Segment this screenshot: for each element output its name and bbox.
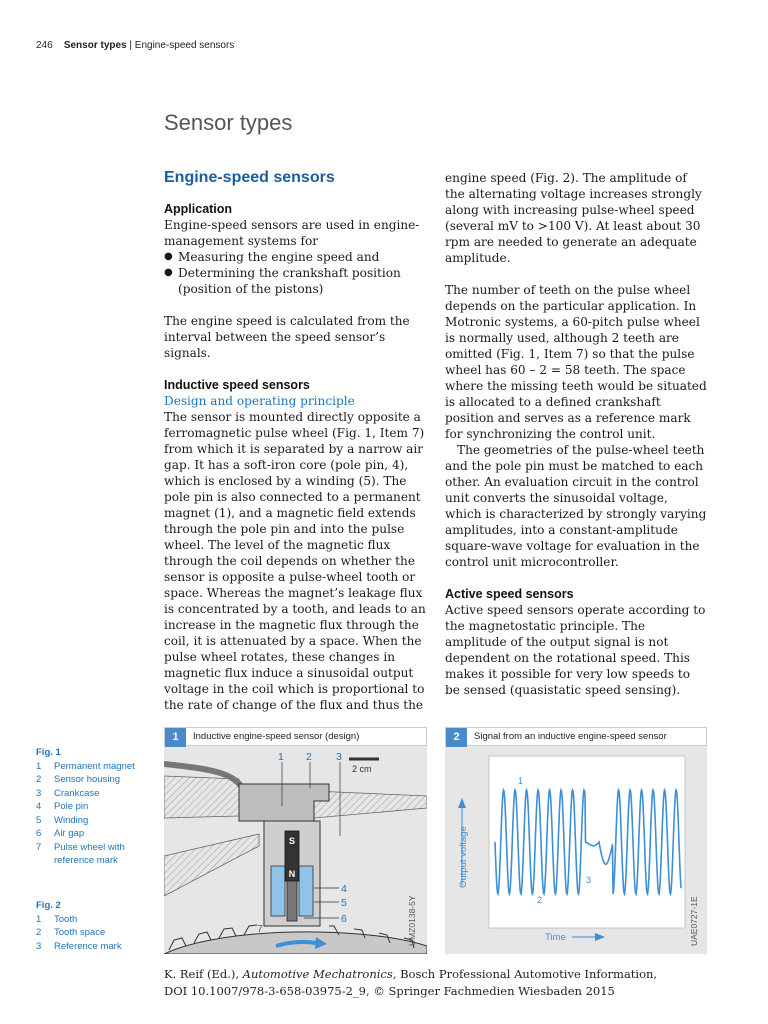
- crankcase-lower: [164, 834, 259, 896]
- figure-2-number: 2: [446, 728, 467, 747]
- label-4: 4: [341, 883, 347, 895]
- footer-editor: K. Reif (Ed.),: [164, 967, 243, 981]
- figure-2-header: [445, 727, 707, 746]
- design-paragraph: The sensor is mounted directly opposite a ferromagnetic pulse wheel (Fig. 1, Item 7) from which it is separated by a narrow air gap. It has a soft-iron core (pole pin, 4), which is enclosed by a winding (5). The pole pin is also connected to a permanent magnet (1), and a magnetic field extends through the pole pin and into the pulse wheel. The level of the magnetic flux through the coil depends on whether the sensor is opposite a pulse-wheel tooth or space. Whereas the magnet’s leakage flux is concentrated by a tooth, and leads to an increase in the magnetic flux through the coil, it is attenuated by a space. When the pulse wheel rotates, these changes in magnetic flux induce a sinusoidal output voltage in the coil which is proportional to the rate of change of the flux and thus the: [164, 410, 426, 712]
- y-arrow-head: [458, 798, 466, 808]
- header-section: Sensor types: [63, 40, 127, 51]
- pole-s-label: S: [288, 836, 296, 846]
- footer: [164, 966, 657, 1000]
- fig2-caption-title: Fig. 2: [36, 900, 61, 911]
- application-heading: Application: [164, 202, 233, 216]
- label-3: 3: [336, 751, 342, 763]
- caption-number: 5: [36, 814, 42, 826]
- figure-code: UMZ0138-5Y: [407, 895, 417, 946]
- caption-number: 4: [36, 801, 42, 812]
- figure-code: UAE0727-1E: [689, 896, 699, 946]
- application-list: [164, 249, 426, 297]
- application-text: Engine-speed sensors are used in engine-management systems for: [164, 218, 420, 248]
- caption-number: 1: [36, 913, 42, 925]
- teeth-paragraph: The number of teeth on the pulse wheel depends on the particular application. In Motronic systems, a 60-pitch pulse wheel is normally used, although 2 teeth are omitted (Fig. 1, Item 7) so that the pulse wheel has 60 – 2 = 58 teeth. The space where the missing teeth would be situated is allocated to a defined crankshaft position and serves as a reference mark for synchronizing the control unit.: [445, 283, 707, 441]
- x-arrow-head: [595, 933, 605, 941]
- caption-number: 6: [36, 828, 42, 839]
- label-reference-mark: 3: [586, 875, 592, 885]
- x-axis-label: Time: [545, 932, 566, 943]
- list-item: ● Determining the crankshaft position (position of the pistons): [164, 265, 426, 297]
- label-tooth-space: 2: [537, 895, 543, 905]
- label-6: 6: [341, 913, 347, 925]
- running-header: [36, 40, 234, 51]
- right-column: [445, 170, 707, 698]
- pole-pin: [287, 881, 297, 921]
- geometry-paragraph: The geometries of the pulse-wheel teeth and the pole pin must be matched to each other. An evaluation circuit in the control unit converts the sinusoidal voltage, which is characterized by strongly varying amplitudes, into a constant-amplitude square-wave voltage for evaluation in the control unit microcontroller.: [445, 443, 707, 569]
- figure-1-number: 1: [165, 728, 186, 747]
- caption-text: Permanent magnet: [54, 760, 135, 772]
- left-column: [164, 168, 426, 713]
- caption-text: Air gap: [54, 828, 85, 839]
- caption-number: 2: [36, 927, 42, 938]
- winding-right: [299, 866, 313, 916]
- speed-paragraph: The engine speed is calculated from the interval between the speed sensor’s signals.: [164, 314, 410, 360]
- winding-left: [271, 866, 285, 916]
- crankcase: [164, 776, 239, 818]
- label-1: 1: [278, 751, 284, 763]
- scale-label: 2 cm: [352, 764, 372, 774]
- caption-number: 1: [36, 760, 42, 772]
- active-paragraph: Active speed sensors operate according to the magnetostatic principle. The amplitude of the output signal is not dependent on the rotational speed. This makes it possible for very low speeds to be sensed (quasistatic speed sensing).: [445, 603, 706, 697]
- caption-number: 3: [36, 787, 42, 799]
- section-heading: Engine-speed sensors: [164, 169, 335, 186]
- label-tooth: 1: [518, 776, 524, 786]
- footer-line-2: DOI 10.1007/978-3-658-03975-2_9, © Springer Fachmedien Wiesbaden 2015: [164, 984, 615, 998]
- header-subsection: Engine-speed sensors: [134, 40, 235, 51]
- sensor-diagram: [164, 746, 427, 954]
- pole-n-label: N: [288, 869, 296, 879]
- caption-text: Crankcase: [54, 787, 100, 799]
- caption-text: Tooth space: [54, 927, 106, 938]
- caption-text: Winding: [54, 814, 89, 826]
- amplitude-paragraph: engine speed (Fig. 2). The amplitude of the alternating voltage increases strongly along with increasing pulse-wheel speed (several mV to >100 V). At least about 30 rpm are needed to generate an adequate amplitude.: [445, 171, 702, 265]
- label-5: 5: [341, 897, 347, 909]
- figure-2: [445, 727, 707, 954]
- caption-text: Pole pin: [54, 801, 89, 812]
- figure-1-header: [164, 727, 427, 746]
- figure-1-title: Inductive engine-speed sensor (design): [193, 731, 360, 742]
- signal-chart: [445, 746, 707, 954]
- footer-series: Bosch Professional Automotive Information,: [396, 967, 658, 981]
- caption-text: Reference mark: [54, 940, 122, 952]
- list-item: ● Measuring the engine speed and: [164, 249, 426, 265]
- caption-number: 7: [36, 841, 42, 853]
- caption-text: Sensor housing: [54, 774, 121, 785]
- fig1-caption: [36, 746, 149, 868]
- caption-text: Tooth: [54, 913, 78, 925]
- footer-line-1: [164, 966, 657, 983]
- header-separator: |: [129, 40, 133, 51]
- crankcase-right: [314, 791, 427, 818]
- label-7: 7: [257, 923, 263, 935]
- caption-text: Pulse wheel with reference mark: [54, 841, 125, 866]
- y-axis-label: Output voltage: [458, 826, 469, 888]
- caption-number: 2: [36, 774, 42, 785]
- footer-book-title: Automotive Mechatronics,: [242, 967, 397, 981]
- label-2: 2: [306, 751, 312, 763]
- inductive-heading: Inductive speed sensors: [164, 378, 310, 392]
- page-number: 246: [36, 40, 53, 51]
- figure-2-title: Signal from an inductive engine-speed sensor: [474, 731, 667, 742]
- figure-1: [164, 727, 427, 954]
- active-heading: Active speed sensors: [445, 587, 574, 601]
- design-heading: Design and operating principle: [164, 394, 355, 408]
- chapter-title: Sensor types: [164, 110, 293, 135]
- fig1-caption-title: Fig. 1: [36, 747, 61, 758]
- caption-number: 3: [36, 940, 42, 952]
- fig2-caption: [36, 899, 122, 953]
